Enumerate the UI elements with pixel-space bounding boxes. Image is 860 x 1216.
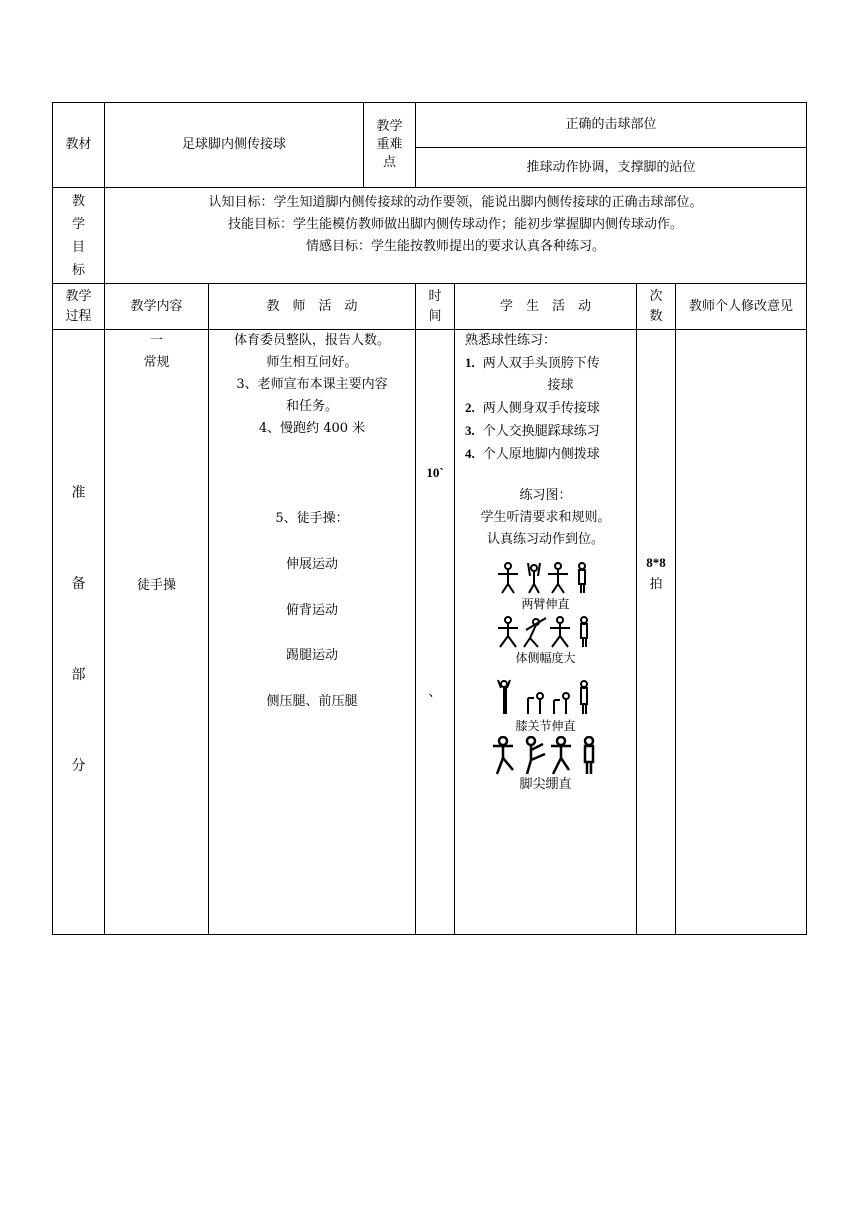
prep-char-2: 备 bbox=[71, 576, 86, 592]
exercise-figures bbox=[455, 562, 636, 794]
teacher-line-2: 师生相互问好。 bbox=[266, 355, 358, 370]
student-item-3-num: 3. bbox=[465, 423, 475, 438]
goal-emotion: 情感目标：学生能按教师提出的要求认真各种练习。 bbox=[306, 239, 606, 254]
goals-label bbox=[53, 188, 105, 284]
teacher-exercise-2: 俯背运动 bbox=[286, 603, 339, 618]
col-process-text: 教学过程 bbox=[65, 288, 92, 324]
prep-notes[interactable] bbox=[676, 330, 807, 935]
figure-caption-1: 两臂伸直 bbox=[521, 597, 570, 611]
col-process bbox=[53, 284, 105, 330]
student-fig-title: 练习图： bbox=[519, 488, 572, 503]
prep-count bbox=[637, 330, 676, 935]
figure-caption-4: 脚尖绷直 bbox=[519, 777, 572, 792]
goal-cognitive: 认知目标：学生知道脚内侧传接球的动作要领，能说出脚内侧传接球的正确击球部位。 bbox=[208, 195, 703, 210]
student-item-4-num: 4. bbox=[465, 446, 475, 461]
key-difficult-label bbox=[364, 103, 416, 188]
student-item-4 bbox=[455, 443, 636, 466]
content-exercise: 徒手操 bbox=[136, 578, 176, 593]
teacher-line-4: 和任务。 bbox=[286, 399, 339, 414]
stick-figures-knee-icon bbox=[496, 678, 596, 718]
teacher-line-1: 体育委员整队，报告人数。 bbox=[234, 333, 391, 348]
col-notes: 教师个人修改意见 bbox=[676, 284, 807, 330]
prep-content bbox=[105, 330, 209, 935]
teacher-line-5: 4、慢跑约 400 米 bbox=[258, 421, 366, 436]
student-title: 熟悉球性练习： bbox=[465, 333, 557, 348]
count-value: 8*8 bbox=[646, 555, 666, 570]
student-item-4-text: 个人原地脚内侧拨球 bbox=[482, 447, 600, 462]
prep-student bbox=[455, 330, 637, 935]
content-routine: 常规 bbox=[143, 355, 170, 370]
teacher-exercise-3: 踢腿运动 bbox=[286, 648, 339, 663]
prep-char-4: 分 bbox=[71, 758, 86, 774]
stick-figures-toe-icon bbox=[491, 736, 601, 776]
prep-time bbox=[416, 330, 455, 935]
teacher-exercise-title: 5、徒手操： bbox=[275, 511, 349, 526]
stick-figures-arms-icon bbox=[496, 562, 596, 596]
col-count bbox=[637, 284, 676, 330]
goals-cell bbox=[105, 188, 807, 284]
key-label: 教学重难点 bbox=[376, 119, 403, 170]
time-mark: 、 bbox=[428, 685, 442, 700]
student-item-2-num: 2. bbox=[465, 400, 475, 415]
goal-skill: 技能目标：学生能模仿教师做出脚内侧传球动作；能初步掌握脚内侧传球动作。 bbox=[228, 217, 684, 232]
time-value: 10` bbox=[426, 465, 444, 480]
student-item-3 bbox=[455, 420, 636, 443]
prep-char-1: 准 bbox=[71, 485, 86, 501]
figure-caption-3: 膝关节伸直 bbox=[515, 719, 576, 733]
key-point: 正确的击球部位 bbox=[416, 103, 807, 148]
col-student: 学 生 活 动 bbox=[455, 284, 637, 330]
student-rule-1: 学生听清要求和规则。 bbox=[480, 510, 611, 525]
student-item-1 bbox=[455, 352, 636, 375]
student-item-2-text: 两人侧身双手传接球 bbox=[482, 401, 600, 416]
col-content: 教学内容 bbox=[105, 284, 209, 330]
teacher-exercise-1: 伸展运动 bbox=[286, 557, 339, 572]
student-item-2 bbox=[455, 397, 636, 420]
col-time bbox=[416, 284, 455, 330]
student-item-1-cont: 接球 bbox=[547, 378, 574, 393]
student-rule-2: 认真练习动作到位。 bbox=[487, 532, 605, 547]
difficult-point: 推球动作协调，支撑脚的站位 bbox=[416, 148, 807, 188]
student-item-3-text: 个人交换腿踩球练习 bbox=[482, 424, 600, 439]
teacher-line-3: 3、老师宣布本课主要内容 bbox=[236, 377, 388, 392]
content-routine-num: 一 bbox=[149, 333, 163, 348]
col-count-text: 次数 bbox=[649, 288, 663, 324]
goals-label-text: 教学目标 bbox=[71, 193, 85, 278]
prep-process bbox=[53, 330, 105, 935]
material-value: 足球脚内侧传接球 bbox=[105, 103, 364, 188]
prep-char-3: 部 bbox=[71, 667, 86, 683]
lesson-plan-table bbox=[52, 102, 807, 935]
figure-caption-2: 体侧幅度大 bbox=[515, 651, 576, 665]
col-time-text: 时间 bbox=[428, 288, 442, 324]
material-label: 教材 bbox=[53, 103, 105, 188]
student-item-1-num: 1. bbox=[465, 355, 475, 370]
stick-figures-side-icon bbox=[496, 616, 596, 650]
teacher-exercise-4: 侧压腿、前压腿 bbox=[266, 694, 358, 709]
student-item-1-text: 两人双手头顶胯下传 bbox=[482, 356, 600, 371]
prep-teacher bbox=[209, 330, 416, 935]
col-teacher: 教 师 活 动 bbox=[209, 284, 416, 330]
count-unit: 拍 bbox=[649, 577, 663, 592]
